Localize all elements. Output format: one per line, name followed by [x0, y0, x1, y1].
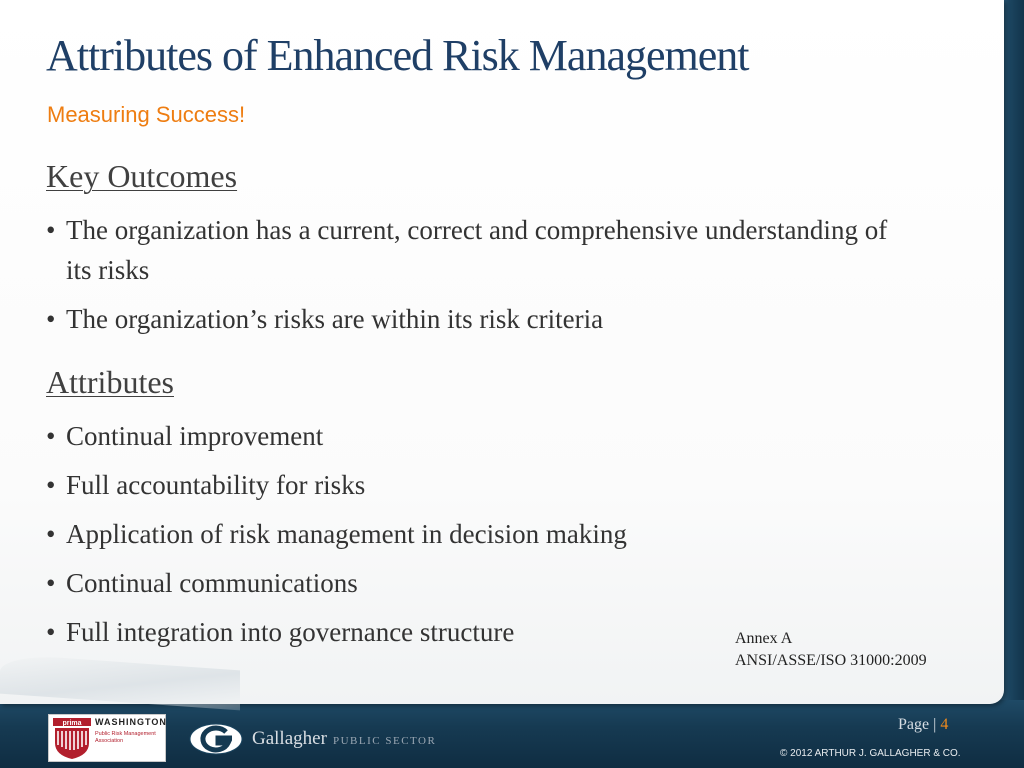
- list-item: • Continual improvement: [46, 416, 906, 456]
- page-label: Page |: [898, 716, 937, 733]
- page-indicator: [898, 716, 948, 734]
- prima-mark-text: prima: [62, 720, 82, 727]
- section-heading-key-outcomes: Key Outcomes: [46, 158, 238, 194]
- list-item: • Full accountability for risks: [46, 465, 906, 505]
- gallagher-wordmark: Gallagher: [252, 728, 327, 749]
- source-annex: Annex A: [735, 630, 793, 647]
- list-item: • The organization has a current, correct and comprehensive understanding of its risks: [46, 210, 906, 290]
- list-item: • Application of risk management in decision making: [46, 514, 906, 554]
- list-item: • Continual communications: [46, 563, 906, 603]
- page-curl-decoration: [0, 654, 240, 711]
- gallagher-globe-icon: [188, 722, 244, 756]
- prima-logo-name: WASHINGTON: [95, 717, 167, 727]
- prima-logo-tagline: Public Risk Management Association: [95, 731, 156, 744]
- section-heading-attributes: Attributes: [46, 364, 174, 400]
- copyright-notice: © 2012 ARTHUR J. GALLAGHER & CO.: [780, 748, 961, 759]
- list-item: • The organization’s risks are within its risk criteria: [46, 299, 906, 339]
- slide-title: Attributes of Enhanced Risk Management: [46, 31, 749, 80]
- public-sector-label: PUBLIC SECTOR: [333, 735, 437, 747]
- key-outcomes-list: [46, 210, 906, 348]
- source-citation: [735, 628, 927, 672]
- page-number: 4: [940, 716, 949, 733]
- slide-subtitle: Measuring Success!: [47, 102, 246, 127]
- attributes-list: [46, 416, 906, 661]
- list-item: • Full integration into governance structure: [46, 612, 906, 652]
- prima-shield-icon: [49, 715, 95, 761]
- prima-washington-logo: [48, 714, 166, 762]
- source-standard: ANSI/ASSE/ISO 31000:2009: [735, 652, 927, 669]
